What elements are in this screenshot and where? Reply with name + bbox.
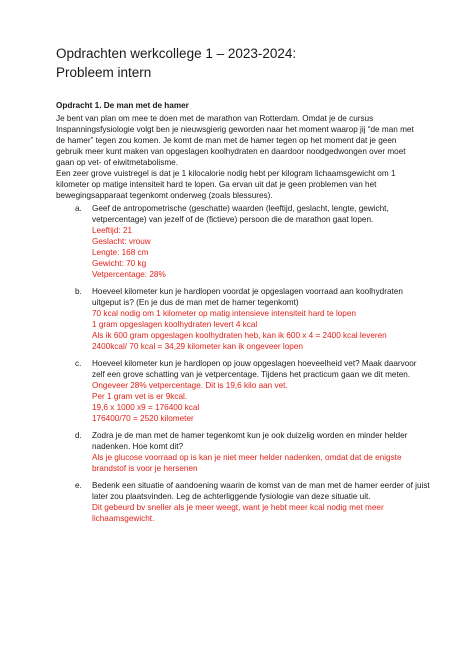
answer-line: Dit gebeurd bv sneller als je meer weegt, want je hebt meer kcal nodig met meer: [92, 503, 384, 512]
document-title: [56, 44, 444, 82]
section-title: Opdracht 1. De man met de hamer: [56, 101, 189, 110]
answer-line: Vetpercentage: 28%: [92, 270, 166, 279]
title-line-1: Opdrachten werkcollege 1 – 2023-2024:: [56, 46, 297, 61]
question-text: Bedenk een situatie of aandoening waarin de komst van de man met de hamer eerder of juist: [92, 481, 430, 490]
question-d: [75, 430, 444, 474]
intro-line: de hamer” tegen zou komen. Je komt de man met de hamer tegen op het moment dat je geen: [56, 136, 397, 145]
intro-line: gebruik meer kunt maken van opgeslagen koolhydraten en daardoor noodgedwongen over moet: [56, 147, 406, 156]
question-letter: a.: [75, 204, 82, 213]
intro-paragraph: [56, 113, 444, 201]
answer-line: 2400kcal/ 70 kcal = 34,29 kilometer kan ik ongeveer lopen: [92, 342, 303, 351]
intro-line: bewegingsapparaat tegenkomt onderweg (zoals blessures).: [56, 191, 273, 200]
title-line-2: Probleem intern: [56, 65, 152, 80]
answer-line: Ongeveer 28% vetpercentage. Dit is 19,6 kilo aan vet.: [92, 381, 288, 390]
answer-line: 1 gram opgeslagen koolhydraten levert 4 kcal: [92, 320, 258, 329]
question-text: vetpercentage) van jezelf of de (fictieve) persoon die de marathon gaat lopen.: [92, 215, 374, 224]
answer-line: Als je glucose voorraad op is kan je niet meer helder nadenken, omdat dat de enigste: [92, 453, 402, 462]
question-text: nadenken. Hoe komt dit?: [92, 442, 184, 451]
question-b: [75, 286, 444, 352]
answer-line: Geslacht: vrouw: [92, 237, 151, 246]
question-list: [56, 203, 444, 524]
answer-line: brandstof is voor je hersenen: [92, 464, 198, 473]
question-c: [75, 358, 444, 424]
answer-line: Gewicht: 70 kg: [92, 259, 147, 268]
question-letter: e.: [75, 481, 82, 490]
question-a: [75, 203, 444, 280]
question-text: Hoeveel kilometer kun je hardlopen op jouw opgeslagen hoeveelheid vet? Maak daarvoor: [92, 359, 417, 368]
answer-line: 176400/70 = 2520 kilometer: [92, 414, 194, 423]
answer-line: Leeftijd: 21: [92, 226, 133, 235]
question-letter: c.: [75, 359, 82, 368]
question-letter: b.: [75, 287, 82, 296]
answer-line: 70 kcal nodig om 1 kilometer op matig intensieve intensiteit hard te lopen: [92, 309, 356, 318]
intro-line: gaan op vet- of eiwitmetabolisme.: [56, 158, 178, 167]
intro-line: Een zeer grove vuistregel is dat je 1 kilocalorie nodig hebt per kilogram lichaamsgewicht om 1: [56, 169, 396, 178]
question-e: [75, 480, 444, 524]
answer-line: Lengte: 168 cm: [92, 248, 149, 257]
question-text: Geef de antropometrische (geschatte) waarden (leeftijd, geslacht, lengte, gewicht,: [92, 204, 389, 213]
answer-line: lichaamsgewicht.: [92, 514, 155, 523]
intro-line: Inspanningsfysiologie volgt ben je nieuwsgierig geworden naar het moment waarop jij “de man met: [56, 125, 414, 134]
question-text: Zodra je de man met de hamer tegenkomt kun je ook duizelig worden en minder helder: [92, 431, 408, 440]
question-text: Hoeveel kilometer kun je hardlopen voordat je opgeslagen voorraad aan koolhydraten: [92, 287, 403, 296]
intro-line: kilometer op matige intensiteit hard te lopen. Ga ervan uit dat je geen problemen van het: [56, 180, 377, 189]
answer-line: 19,6 x 1000 x9 = 176400 kcal: [92, 403, 200, 412]
question-text: uitgeput is? (En je dus de man met de hamer tegenkomt): [92, 298, 299, 307]
question-letter: d.: [75, 431, 82, 440]
question-text: zelf een grove schatting van je vetpercentage. Tijdens het practicum gaan we dit meten.: [92, 370, 411, 379]
intro-line: Je bent van plan om mee te doen met de marathon van Rotterdam. Omdat je de cursus: [56, 114, 374, 123]
question-text: later zou plaatsvinden. Leg de achterliggende fysiologie van deze situatie uit.: [92, 492, 371, 501]
answer-line: Per 1 gram vet is er 9kcal.: [92, 392, 188, 401]
answer-line: Als ik 600 gram opgeslagen koolhydraten heb, kan ik 600 x 4 = 2400 kcal leveren: [92, 331, 387, 340]
